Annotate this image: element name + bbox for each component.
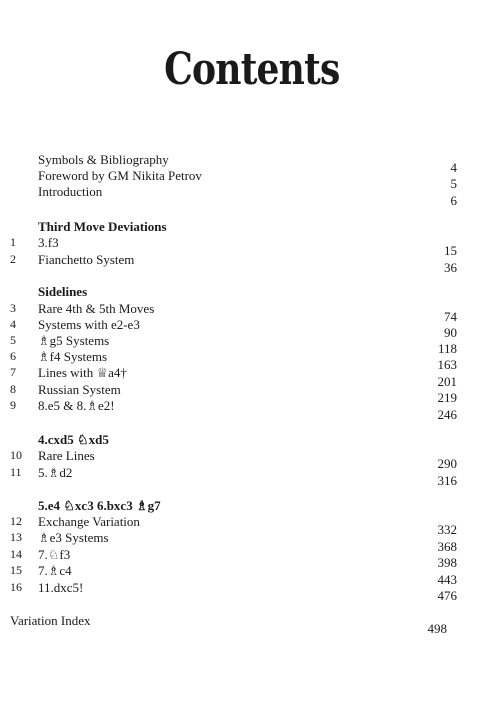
chapter-page: 398: [437, 555, 457, 570]
chapter-page: 476: [437, 588, 457, 603]
chapter-number: 9: [10, 398, 16, 412]
chapter-label[interactable]: Systems with e2-e3: [38, 317, 140, 332]
chapter-label[interactable]: 7.♘f3: [38, 547, 71, 562]
toc-entry-label[interactable]: Foreword by GM Nikita Petrov: [38, 168, 202, 183]
toc-entry-page: 5: [450, 176, 457, 191]
variation-index-page: 498: [427, 621, 447, 636]
chapter-label[interactable]: 5.♗d2: [38, 465, 73, 480]
toc-entry-label[interactable]: Symbols & Bibliography: [38, 152, 169, 167]
chapter-number: 12: [10, 514, 22, 528]
toc-entry-page: 6: [450, 193, 457, 208]
chapter-label[interactable]: Russian System: [38, 382, 121, 397]
chapter-label[interactable]: Rare Lines: [38, 448, 95, 463]
chapter-number: 15: [10, 563, 22, 577]
chapter-number: 1: [10, 235, 16, 249]
chapter-number: 8: [10, 382, 16, 396]
section-heading: 4.cxd5 ♘xd5: [38, 432, 109, 447]
chapter-label[interactable]: ♗g5 Systems: [38, 333, 110, 348]
chapter-label[interactable]: Exchange Variation: [38, 514, 140, 529]
chapter-label[interactable]: Rare 4th & 5th Moves: [38, 301, 155, 316]
chapter-label[interactable]: 3.f3: [38, 235, 59, 250]
chapter-number: 14: [10, 547, 22, 561]
chapter-page: 443: [437, 572, 457, 587]
chapter-page: 90: [444, 325, 457, 340]
chapter-page: 201: [437, 374, 457, 389]
chapter-number: 10: [10, 448, 22, 462]
section-heading: Third Move Deviations: [38, 219, 167, 234]
page-title: Contents: [164, 44, 340, 95]
chapter-page: 118: [437, 341, 457, 356]
chapter-label[interactable]: 8.e5 & 8.♗e2!: [38, 398, 115, 413]
chapter-number: 4: [10, 317, 16, 331]
chapter-label[interactable]: 11.dxc5!: [38, 580, 84, 595]
chapter-label[interactable]: Fianchetto System: [38, 252, 135, 267]
toc-entry-label[interactable]: Introduction: [38, 184, 103, 199]
chapter-page: 316: [437, 473, 457, 488]
chapter-page: 163: [437, 357, 457, 372]
chapter-page: 36: [444, 260, 457, 275]
chapter-page: 74: [444, 309, 457, 324]
chapter-label[interactable]: 7.♗c4: [38, 563, 72, 578]
chapter-page: 15: [444, 243, 457, 258]
chapter-number: 7: [10, 365, 16, 379]
chapter-page: 368: [437, 539, 457, 554]
chapter-number: 16: [10, 580, 22, 594]
chapter-label[interactable]: ♗e3 Systems: [38, 530, 109, 545]
chapter-number: 2: [10, 252, 16, 266]
chapter-number: 5: [10, 333, 16, 347]
chapter-number: 6: [10, 349, 16, 363]
chapter-page: 219: [437, 390, 457, 405]
chapter-number: 3: [10, 301, 16, 315]
chapter-page: 246: [437, 407, 457, 422]
chapter-number: 11: [10, 465, 22, 479]
variation-index-label[interactable]: Variation Index: [10, 613, 91, 628]
chapter-page: 332: [437, 522, 457, 537]
section-heading: Sidelines: [38, 284, 88, 299]
chapter-label[interactable]: Lines with ♕a4†: [38, 365, 127, 380]
toc-entry-page: 4: [450, 160, 457, 175]
section-heading: 5.e4 ♘xc3 6.bxc3 ♗g7: [38, 498, 161, 513]
chapter-label[interactable]: ♗f4 Systems: [38, 349, 108, 364]
chapter-page: 290: [437, 456, 457, 471]
chapter-number: 13: [10, 530, 22, 544]
